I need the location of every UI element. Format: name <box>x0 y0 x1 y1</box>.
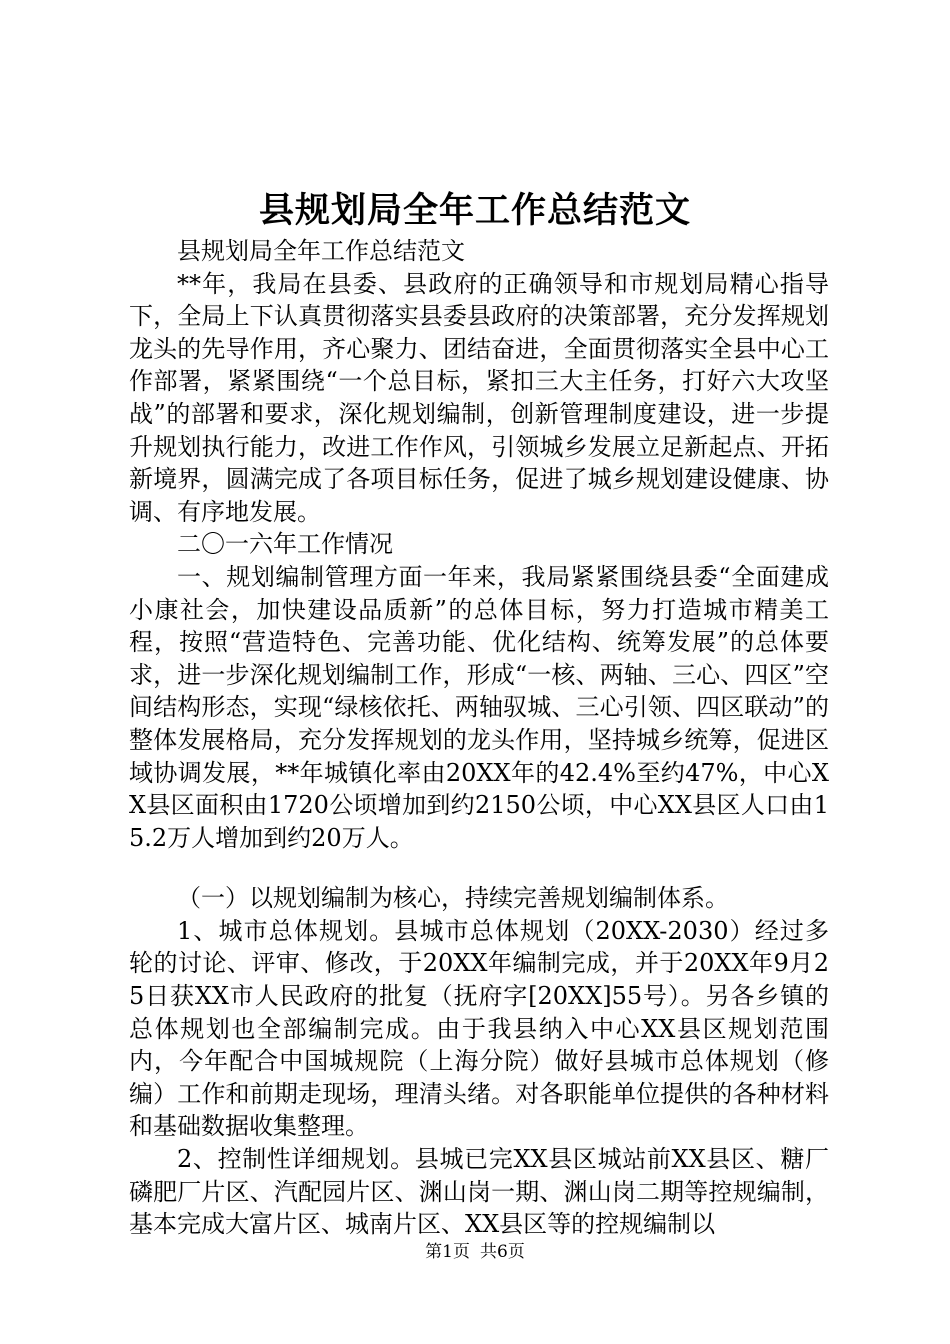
page-number: 第1页 <box>425 1242 470 1262</box>
paragraph-section-heading: 二〇一六年工作情况 <box>177 530 393 559</box>
document-body <box>129 235 829 1241</box>
page-footer <box>0 1240 950 1264</box>
paragraph-subsection-heading: （一）以规划编制为核心，持续完善规划编制体系。 <box>177 884 729 913</box>
document-title: 县规划局全年工作总结范文 <box>258 190 691 231</box>
page-total: 共6页 <box>480 1242 525 1262</box>
paragraph-subtitle: 县规划局全年工作总结范文 <box>177 237 465 265</box>
paragraph-intro: **年，我局在县委、县政府的正确领导和市规划局精心指导下，全局上下认真贯彻落实县委县政府的决策部署，充分发挥规划龙头的先导作用，齐心聚力、团结奋进，全面贯彻落实全县中心工作部署，紧紧围绕“一个总目标，紧扣三大主任务，打好六大攻坚战”的部署和要求，深化规划编制，创新管理制度建设，进一步提升规划执行能力，改进工作作风，引领城乡发展立足新起点、开拓新境界，圆满完成了各项目标任务，促进了城乡规划建设健康、协调、有序地发展。 <box>129 269 829 526</box>
paragraph-planning-management: 一、规划编制管理方面一年来，我局紧紧围绕县委“全面建成小康社会，加快建设品质新”的总体目标，努力打造城市精美工程，按照“营造特色、完善功能、优化结构、统筹发展”的总体要求，进一步深化规划编制工作，形成“一核、两轴、三心、四区”空间结构形态，实现“绿核依托、两轴驭城、三心引领、四区联动”的整体发展格局，充分发挥规划的龙头作用，坚持城乡统筹，促进区域协调发展，**年城镇化率由20XX年的42.4%至约47%，中心XX县区面积由1720公顷增加到约2150公顷，中心XX县区人口由15.2万人增加到约20万人。 <box>129 562 829 852</box>
paragraph-master-plan: 1、城市总体规划。县城市总体规划（20XX-2030）经过多轮的讨论、评审、修改，于20XX年编制完成，并于20XX年9月25日获XX市人民政府的批复（抚府字[20XX]55号）。另各乡镇的总体规划也全部编制完成。由于我县纳入中心XX县区规划范围内，今年配合中国城规院（上海分院）做好县城市总体规划（修编）工作和前期走现场，理清头绪。对各职能单位提供的各种材料和基础数据收集整理。 <box>129 916 829 1141</box>
paragraph-detailed-plan: 2、控制性详细规划。县城已完XX县区城站前XX县区、糖厂磷肥厂片区、汽配园片区、渊山岗一期、渊山岗二期等控规编制，基本完成大富片区、城南片区、XX县区等的控规编制以 <box>129 1145 829 1239</box>
